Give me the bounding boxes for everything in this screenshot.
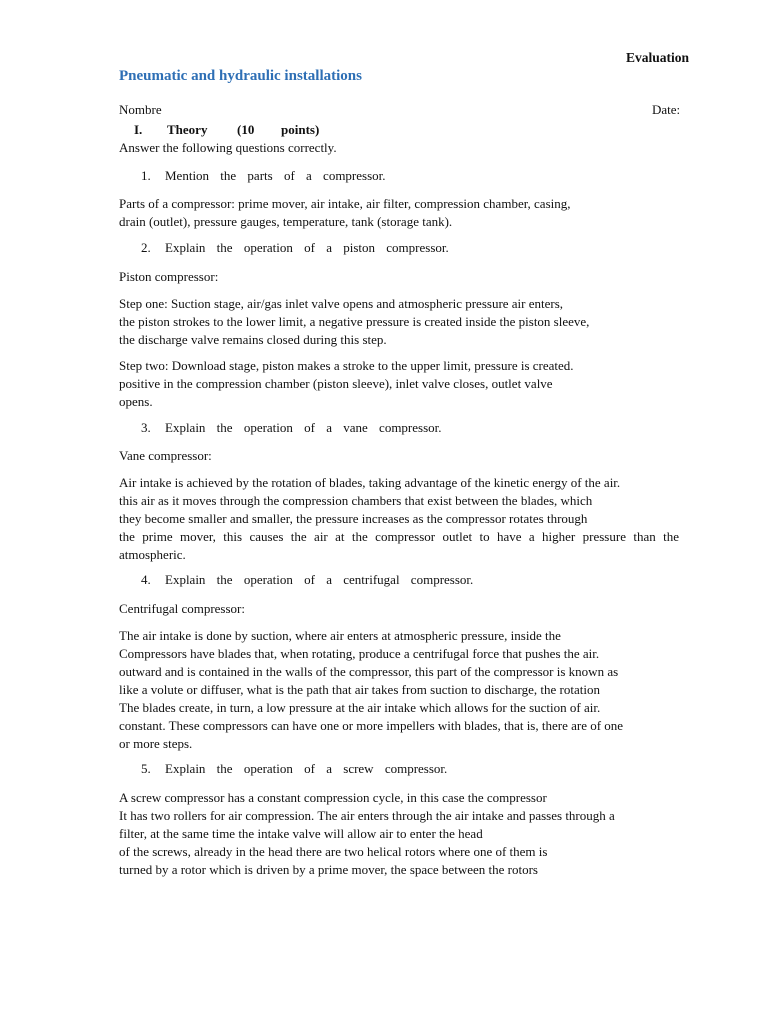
answer-line: The blades create, in turn, a low pressure at the air intake which allows for the suction of air.	[119, 700, 601, 715]
question-number: 4.	[141, 572, 151, 587]
section-numeral: I.	[134, 122, 143, 137]
document-title: Pneumatic and hydraulic installations	[119, 68, 362, 84]
answer-line: opens.	[119, 394, 153, 409]
question-text: Explain the operation of a piston compressor.	[165, 240, 449, 255]
question-text: Mention the parts of a compressor.	[165, 168, 386, 183]
instruction-text: Answer the following questions correctly.	[119, 140, 337, 155]
answer-3-heading	[119, 447, 679, 465]
answer-line: turned by a rotor which is driven by a prime mover, the space between the rotors	[119, 862, 538, 877]
answer-line: outward and is contained in the walls of the compressor, this part of the compressor is known as	[119, 664, 619, 679]
answer-line: Step two: Download stage, piston makes a stroke to the upper limit, pressure is created.	[119, 358, 574, 373]
name-label: Nombre	[119, 102, 162, 117]
question-number: 3.	[141, 420, 151, 435]
answer-line: the discharge valve remains closed during this step.	[119, 332, 387, 347]
answer-heading: Vane compressor:	[119, 448, 212, 463]
answer-5	[119, 789, 679, 879]
question-number: 1.	[141, 168, 151, 183]
date-label: Date:	[652, 102, 681, 117]
section-points-word: points)	[281, 122, 320, 137]
question-5	[141, 761, 447, 777]
answer-line: atmospheric.	[119, 547, 186, 562]
question-text: Explain the operation of a vane compressor.	[165, 420, 442, 435]
answer-line: this air as it moves through the compression chambers that exist between the blades, which	[119, 493, 593, 508]
question-text: Explain the operation of a screw compressor.	[165, 761, 448, 776]
question-number: 2.	[141, 240, 151, 255]
question-number: 5.	[141, 761, 151, 776]
answer-line: constant. These compressors can have one or more impellers with blades, that is, there are of one	[119, 718, 624, 733]
question-2	[141, 240, 449, 256]
answer-line: of the screws, already in the head there are two helical rotors where one of them is	[119, 844, 548, 859]
answer-line: positive in the compression chamber (piston sleeve), inlet valve closes, outlet valve	[119, 376, 553, 391]
question-3	[141, 420, 442, 436]
answer-line: Parts of a compressor: prime mover, air intake, air filter, compression chamber, casing,	[119, 196, 571, 211]
answer-line: like a volute or diffuser, what is the path that air takes from suction to discharge, the rotation	[119, 682, 600, 697]
answer-line: the piston strokes to the lower limit, a negative pressure is created inside the piston sleeve,	[119, 314, 590, 329]
answer-line: they become smaller and smaller, the pressure increases as the compressor rotates through	[119, 511, 588, 526]
answer-line: filter, at the same time the intake valve will allow air to enter the head	[119, 826, 483, 841]
evaluation-label: Evaluation	[626, 50, 690, 65]
answer-3	[119, 474, 679, 564]
answer-line: The air intake is done by suction, where air enters at atmospheric pressure, inside the	[119, 628, 561, 643]
answer-2-step2	[119, 357, 679, 411]
section-title: Theory	[167, 122, 208, 137]
question-text: Explain the operation of a centrifugal compressor.	[165, 572, 474, 587]
answer-4	[119, 627, 679, 753]
answer-line: drain (outlet), pressure gauges, temperature, tank (storage tank).	[119, 214, 453, 229]
section-heading	[134, 122, 319, 138]
section-points: (10	[237, 122, 255, 137]
answer-line: Air intake is achieved by the rotation of blades, taking advantage of the kinetic energy of the air.	[119, 475, 621, 490]
answer-heading: Centrifugal compressor:	[119, 601, 245, 616]
answer-2-heading	[119, 268, 679, 286]
answer-heading: Piston compressor:	[119, 269, 219, 284]
answer-1	[119, 195, 679, 231]
answer-4-heading	[119, 600, 679, 618]
question-1	[141, 168, 386, 184]
answer-line: Step one: Suction stage, air/gas inlet valve opens and atmospheric pressure air enters,	[119, 296, 564, 311]
answer-line: Compressors have blades that, when rotating, produce a centrifugal force that pushes the air.	[119, 646, 600, 661]
question-4	[141, 572, 473, 588]
answer-2-step1	[119, 295, 679, 349]
answer-line: or more steps.	[119, 736, 193, 751]
answer-line: A screw compressor has a constant compression cycle, in this case the compressor	[119, 790, 547, 805]
answer-line: the prime mover, this causes the air at the compressor outlet to have a higher pressure than the	[119, 529, 679, 544]
answer-line: It has two rollers for air compression. The air enters through the air intake and passes through a	[119, 808, 615, 823]
